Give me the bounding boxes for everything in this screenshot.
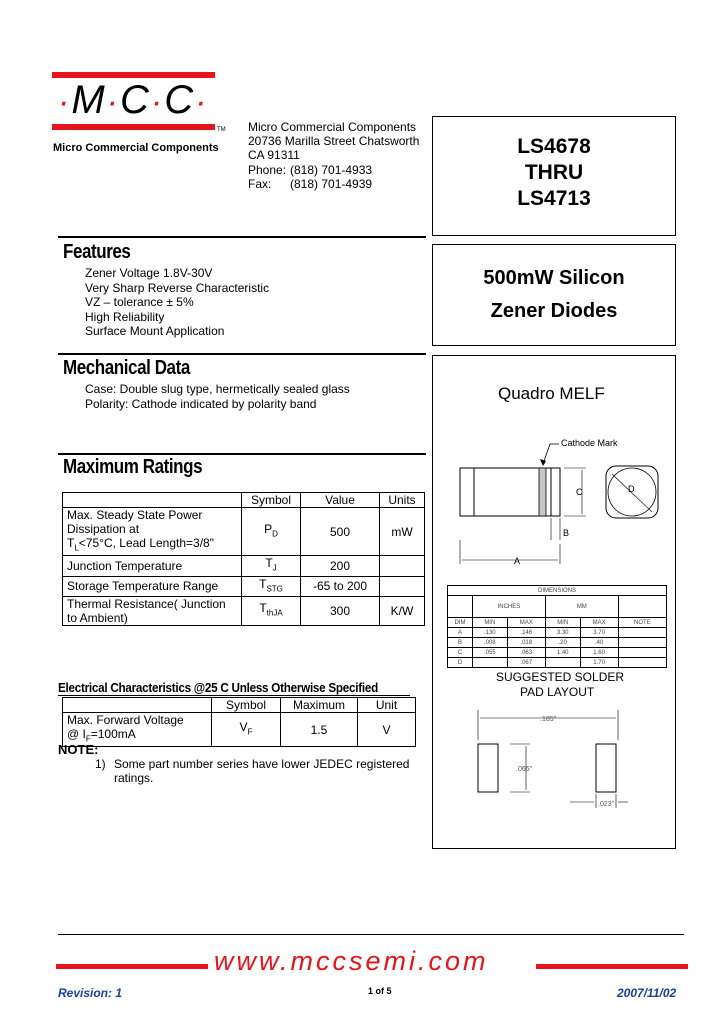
solder-pad-drawing (470, 706, 650, 816)
table-row (448, 648, 667, 658)
value-cell: 300 (301, 597, 380, 626)
dim-cell: D (448, 658, 473, 668)
description-line1: 500mW Silicon (483, 267, 625, 289)
solder-title-line2: PAD LAYOUT (520, 685, 595, 699)
package-drawing (440, 430, 668, 580)
package-title: Quadro MELF (498, 384, 605, 403)
param-text: to Ambient) (67, 611, 128, 626)
cathode-mark-label: Cathode Mark (561, 438, 618, 448)
logo: ·M·C·C· (58, 78, 209, 122)
revision-label: Revision: 1 (58, 986, 123, 1000)
table-row (448, 628, 667, 638)
symbol-cell: $T_{thJA}$ (242, 597, 301, 626)
param-text: @ $I_F=100mA$ (67, 727, 136, 744)
solder-title-line1: SUGGESTED SOLDER (496, 670, 625, 684)
max-ratings-heading: Maximum Ratings (63, 456, 203, 478)
solder-pad-right (596, 744, 616, 792)
value-cell: 200 (301, 556, 380, 576)
mechanical-list (85, 382, 350, 411)
header-inches: INCHES (473, 596, 546, 618)
table-header-row (63, 493, 425, 508)
header-cell: MIN (473, 618, 508, 628)
footer-red-bar-right (536, 964, 688, 969)
unit-cell (380, 576, 425, 596)
address-company: Micro Commercial Components (248, 120, 417, 134)
list-item: Case: Double slug type, hermetically sealed glass (85, 382, 350, 396)
mechanical-heading: Mechanical Data (63, 357, 190, 379)
dim-cell: .130 (473, 628, 508, 638)
param-text: Thermal Resistance( Junction (67, 597, 226, 612)
table-row (63, 508, 425, 556)
header-mm: MM (545, 596, 618, 618)
header-symbol: Symbol (212, 698, 281, 713)
dim-cell: .018 (507, 638, 545, 648)
list-item: VZ – tolerance ± 5% (85, 295, 194, 309)
address-city: CA 91311 (248, 148, 300, 163)
description-box (432, 244, 676, 346)
cathode-band (539, 468, 546, 516)
dim-cell: .008 (473, 638, 508, 648)
list-item: High Reliability (85, 309, 165, 324)
features-rule (58, 236, 426, 238)
table-row (63, 576, 425, 596)
dim-cell (545, 658, 580, 668)
trademark: TM (217, 127, 226, 133)
header-units: Units (380, 493, 425, 508)
part-number-start: LS4678 (517, 135, 591, 158)
page-number: 1 of 5 (368, 986, 392, 996)
symbol-cell: $T_J$ (242, 556, 301, 576)
param-text: Max. Forward Voltage (67, 713, 184, 727)
footer-website[interactable]: www.mccsemi.com (214, 946, 489, 976)
dim-a-label: A (514, 556, 521, 566)
table-row (63, 597, 425, 626)
logo-company-name: Micro Commercial Components (53, 142, 219, 154)
dim-cell: .063 (507, 648, 545, 658)
header-cell: MAX (580, 618, 618, 628)
list-item: Zener Voltage 1.8V-30V (85, 266, 213, 280)
max-ratings-table (62, 492, 425, 626)
address-street: 20736 Marilla Street Chatsworth (248, 134, 420, 149)
unit-cell (380, 556, 425, 576)
fax-label: Fax: (248, 176, 272, 191)
dim-cell: C (448, 648, 473, 658)
max-ratings-rule (58, 453, 426, 455)
dim-c-label: C (576, 487, 583, 497)
dimensions-title: DIMENSIONS (448, 586, 667, 596)
note-number: 1) (95, 757, 106, 771)
table-header-row (448, 618, 667, 628)
features-list (85, 266, 269, 339)
electrical-heading: Electrical Characteristics @25 C Unless Otherwise Specified (58, 680, 378, 695)
note-line2: ratings. (114, 771, 154, 785)
table-row (63, 556, 425, 576)
document-date: 2007/11/02 (617, 986, 677, 1000)
dim-cell: .055 (473, 648, 508, 658)
phone-label: Phone: (248, 162, 287, 177)
param-cell: Storage Temperature Range (63, 576, 242, 596)
phone-number: (818) 701-4933 (290, 162, 373, 177)
footer-rule (58, 934, 684, 935)
cathode-arrowhead (540, 459, 546, 466)
table-header-row (448, 596, 667, 618)
note-line1: Some part number series have lower JEDEC registered (114, 757, 410, 771)
electrical-table (62, 697, 416, 747)
dim-cell: 3.30 (545, 628, 580, 638)
dim-cell: 1.70 (580, 658, 618, 668)
param-cell (63, 508, 242, 556)
part-number-box (432, 116, 676, 236)
param-cell: Junction Temperature (63, 556, 242, 576)
dim-b-label: B (563, 528, 570, 538)
header-cell: DIM (448, 618, 473, 628)
dimensions-table (447, 585, 667, 668)
symbol-cell: $P_D$ (242, 508, 301, 556)
address-block (248, 120, 419, 191)
description-line2: Zener Diodes (490, 300, 618, 322)
table-header-row (63, 698, 416, 713)
note-title: NOTE: (58, 742, 99, 757)
pad-size-label: .023" (598, 801, 615, 808)
dim-cell: .146 (507, 628, 545, 638)
logo-bottom-bar (52, 124, 215, 130)
dim-cell: .067 (507, 658, 545, 668)
header-symbol: Symbol (242, 493, 301, 508)
param-cell (63, 597, 242, 626)
header-parameter (63, 493, 242, 508)
table-row (63, 713, 416, 747)
mechanical-rule (58, 353, 426, 355)
table-row (448, 658, 667, 668)
dim-cell (618, 628, 666, 638)
header-unit: Unit (358, 698, 416, 713)
unit-cell: mW (380, 508, 425, 556)
header-blank (448, 596, 473, 618)
header-cell: MAX (507, 618, 545, 628)
value-cell: -65 to 200 (301, 576, 380, 596)
dim-cell (618, 648, 666, 658)
param-text: $T_L<75^\circ C$, Lead Length=3/8" (67, 536, 214, 553)
dim-cell (618, 638, 666, 648)
header-value: Value (301, 493, 380, 508)
unit-cell: V (358, 713, 416, 747)
electrical-rule (58, 695, 410, 696)
footer-red-bar-left (56, 964, 208, 969)
list-item: Polarity: Cathode indicated by polarity band (85, 396, 317, 411)
fax-number: (818) 701-4939 (290, 176, 373, 191)
dim-d-label: D (628, 484, 635, 494)
header-maximum: Maximum (281, 698, 358, 713)
part-number-end: LS4713 (517, 187, 591, 210)
part-thru: THRU (524, 161, 584, 184)
pad-height-label: .065" (516, 766, 533, 773)
header-cell: NOTE (618, 618, 666, 628)
dim-cell: .20 (545, 638, 580, 648)
list-item: Surface Mount Application (85, 324, 225, 338)
solder-pad-left (478, 744, 498, 792)
unit-cell: K/W (380, 597, 425, 626)
param-text: Max. Steady State Power (67, 508, 203, 522)
dim-cell: 1.60 (580, 648, 618, 658)
features-heading: Features (63, 241, 131, 263)
param-text: Dissipation at (67, 522, 140, 536)
dim-cell (473, 658, 508, 668)
table-row (448, 638, 667, 648)
header-cell: MIN (545, 618, 580, 628)
dim-cell: B (448, 638, 473, 648)
dim-cell (618, 658, 666, 668)
dim-cell: 1.40 (545, 648, 580, 658)
header-blank (618, 596, 666, 618)
symbol-cell: $T_{STG}$ (242, 576, 301, 596)
dim-cell: .40 (580, 638, 618, 648)
value-cell: 500 (301, 508, 380, 556)
symbol-cell: $V_F$ (212, 713, 281, 747)
list-item: Very Sharp Reverse Characteristic (85, 280, 270, 295)
header-parameter (63, 698, 212, 713)
pad-width-label: .185" (540, 716, 557, 723)
table-header-row (448, 586, 667, 596)
value-cell: 1.5 (281, 713, 358, 747)
dim-cell: 3.70 (580, 628, 618, 638)
dim-cell: A (448, 628, 473, 638)
